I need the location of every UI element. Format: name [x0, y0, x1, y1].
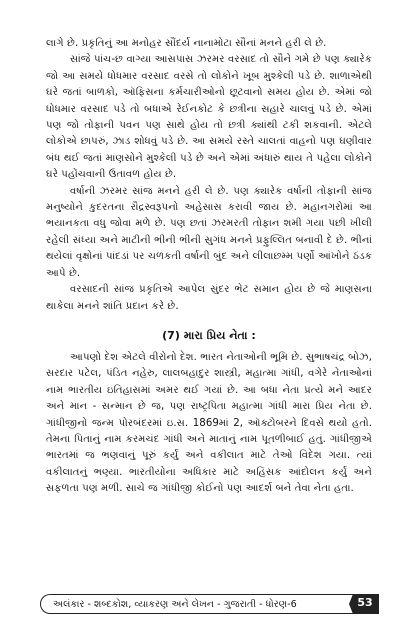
paragraph-evening-rain: સાંજે પાંચ-છ વાગ્યા આસપાસ ઝરમર વરસાદ તો સૌને ગમે છે પણ ક્યારેક જો આ સમયે ધોધમાર વરસાદ વરસે તો લોકોને ખૂબ મુશ્કેલી પડે છે. શાળાએથી ઘરે જતાં બાળકો, ઑફિસના કર્મચારીઓનો છૂટવાનો સમય હોય છે. એમાં જો ધોધમાર વરસાદ પડે તો બધાએ રેઈનકોટ કે છત્રીના સહારે ચાલવું પડે છે. એમાં પણ જો તોફાની પવન પણ સાથે હોય તો છત્રી ક્યાંથી ટકી શકવાની. એટલે લોકોએ છાપરું, ઝાડ શોધવું પડે છે. આ સમયે રસ્તે ચાલતાં વાહનો પણ ઘણીવાર બંધ થઈ જતાં માણસોને મુશ્કેલી પડે છે અને એમાં અંધારું થાય તે પહેલા લોકોને ઘરે પહોંચવાની ઉતાવળ હોય છે. — [46, 54, 372, 181]
page-number: 53 — [357, 596, 373, 609]
section-title: (7) મારા પ્રિય નેતા : — [162, 328, 256, 342]
page-number-badge — [349, 592, 381, 616]
paragraph-storm-evening: વર્ષાની ઝરમર સાંજ મનને હરી લે છે. પણ ક્યારેક વર્ષાની તોફાની સાંજ મનુષ્યોને કુદરતના રૌદ્રસ્વરૂપનો અહેસાસ કરાવી જાય છે. મહાનગરોમાં આ ભયાનકતા વધુ જોવા મળે છે. પણ છતાં ઝરમરતી તોફાન શમી ગયા પછી ખીલી રહેલી સંધ્યા અને માટીની ભીની ભીની સુગંધ મનને પ્રફુલ્લિત બનાવી દે છે. ભીનાં થયેલાં વૃક્ષોનાં પાંદડાં પર ચળકતી વર્ષાની બુંદ અને લીલાછમ્મ પર્ણો આંખોને ઠંડક આપે છે. — [46, 185, 372, 279]
paragraph-conclusion: વરસાદની સાંજ પ્રકૃતિએ આપેલ સુંદર ભેટ સમાન હોય છે જે માણસના થાકેલા મનને શાંતિ પ્રદાન કરે છે. — [46, 284, 372, 312]
text-body — [46, 36, 372, 498]
footer-book-title: અલંકાર - શબ્દકોશ, વ્યાકરણ અને લેખન - ગુજરાતી - ધોરણ-6 — [53, 599, 297, 610]
footer-bar — [40, 594, 353, 614]
paragraph-continuation: લાગે છે. પ્રકૃતિનું આ મનોહર સૌંદર્ય નાનામોટા સૌનાં મનને હરી લે છે. — [46, 38, 327, 49]
paragraph-favourite-leader: આપણો દેશ એટલે વીરોનો દેશ. ભારત નેતાઓની ભૂમિ છે. સુભાષચંદ્ર બોઝ, સરદાર પટેલ, પંડિત નહેરુ, લાલબહાદુર શાસ્ત્રી, મહાત્મા ગાંધી, વગેરે નેતાઓનાં નામ ભારતીય ઇતિહાસમાં અમર થઈ ગયાં છે. આ બધા નેતા પ્રત્યે મને આદર અને માન - સન્માન છે જ, પણ રાષ્ટ્રપિતા મહાત્મા ગાંધી મારા પ્રિય નેતા છે. ગાંધીજીનો જન્મ પોરબંદરમાં ઇ.સ. 1869માં 2, ઑક્ટોબરને દિવસે થયો હતો. તેમના પિતાનું નામ કરમચંદ ગાંધી અને માતાનું નામ પૂતળીબાઈ હતું. ગાંધીજીએ ભારતમાં જ ભણવાનું પૂરું કર્યું અને વકીલાત માટે તેઓ વિદેશ ગયા. ત્યાં વકીલાતનું ભણ્યા. ભારતીયોના અધિકાર માટે અહિંસક આંદોલન કર્યું અને સફળતા પણ મળી. સાચે જ ગાંધીજી કોઈનો પણ આદર્શ બને તેવા નેતા હતા. — [46, 351, 372, 495]
